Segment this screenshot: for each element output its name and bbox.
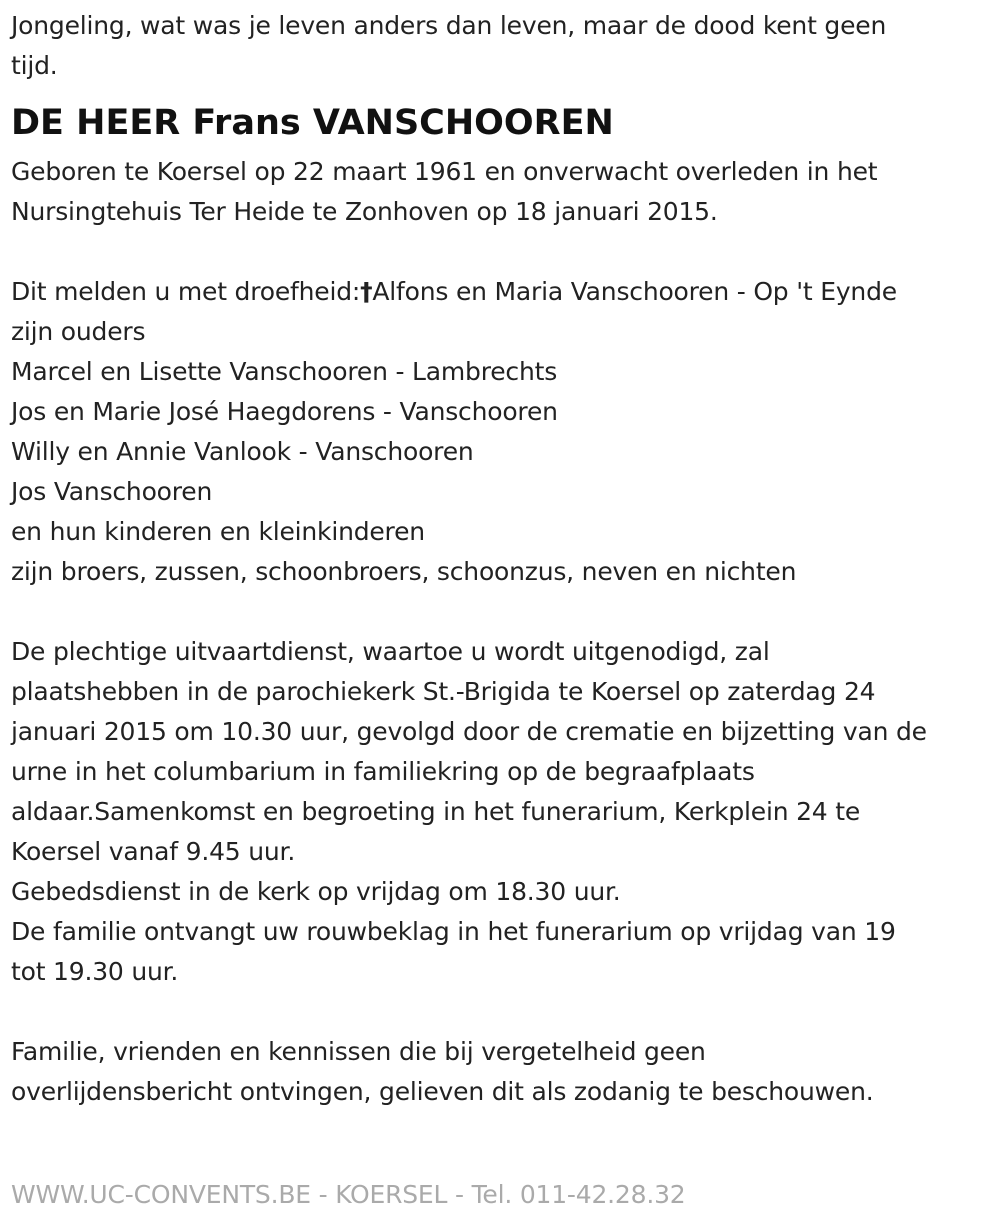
family-line: Marcel en Lisette Vanschooren - Lambrechts <box>11 357 558 386</box>
family-line: Willy en Annie Vanlook - Vanschooren <box>11 437 474 466</box>
closing-line-2: overlijdensbericht ontvingen, gelieven dit als zodanig te beschouwen. <box>11 1077 874 1106</box>
parents-names: Alfons en Maria Vanschooren - Op 't Eynde <box>372 277 897 306</box>
mourners-intro-line <box>11 272 996 312</box>
service-line: tot 19.30 uur. <box>11 957 179 986</box>
service-line: De familie ontvangt uw rouwbeklag in het funerarium op vrijdag van 19 <box>11 917 896 946</box>
family-line: en hun kinderen en kleinkinderen <box>11 517 425 546</box>
deceased-name-title: DE HEER Frans VANSCHOOREN <box>11 103 614 143</box>
birth-line-2: Nursingtehuis Ter Heide te Zonhoven op 18 januari 2015. <box>11 197 718 226</box>
birth-line-1: Geboren te Koersel op 22 maart 1961 en onverwacht overleden in het <box>11 157 878 186</box>
service-line: urne in het columbarium in familiekring op de begraafplaats <box>11 757 755 786</box>
intro-line-2: tijd. <box>11 51 58 80</box>
family-line: Jos Vanschooren <box>11 477 213 506</box>
parents-role: zijn ouders <box>11 317 146 346</box>
service-line: plaatshebben in de parochiekerk St.-Brigida te Koersel op zaterdag 24 <box>11 677 876 706</box>
family-line: Jos en Marie José Haegdorens - Vanschooren <box>11 397 558 426</box>
spacer <box>11 592 996 632</box>
service-line: Gebedsdienst in de kerk op vrijdag om 18.30 uur. <box>11 877 621 906</box>
spacer <box>11 232 996 272</box>
closing-line-1: Familie, vrienden en kennissen die bij vergetelheid geen <box>11 1037 706 1066</box>
spacer <box>11 992 996 1032</box>
service-line: De plechtige uitvaartdienst, waartoe u wordt uitgenodigd, zal <box>11 637 770 666</box>
service-line: aldaar.Samenkomst en begroeting in het funerarium, Kerkplein 24 te <box>11 797 861 826</box>
footer-contact: WWW.UC-CONVENTS.BE - KOERSEL - Tel. 011-42.28.32 <box>11 1180 686 1209</box>
family-line: zijn broers, zussen, schoonbroers, schoonzus, neven en nichten <box>11 557 797 586</box>
service-line: januari 2015 om 10.30 uur, gevolgd door de crematie en bijzetting van de <box>11 717 927 746</box>
intro-line-1: Jongeling, wat was je leven anders dan leven, maar de dood kent geen <box>11 11 887 40</box>
mourners-intro-text: Dit melden u met droefheid: <box>11 277 361 306</box>
service-line: Koersel vanaf 9.45 uur. <box>11 837 296 866</box>
cross-icon: † <box>360 277 373 306</box>
obituary-document <box>11 6 996 1112</box>
